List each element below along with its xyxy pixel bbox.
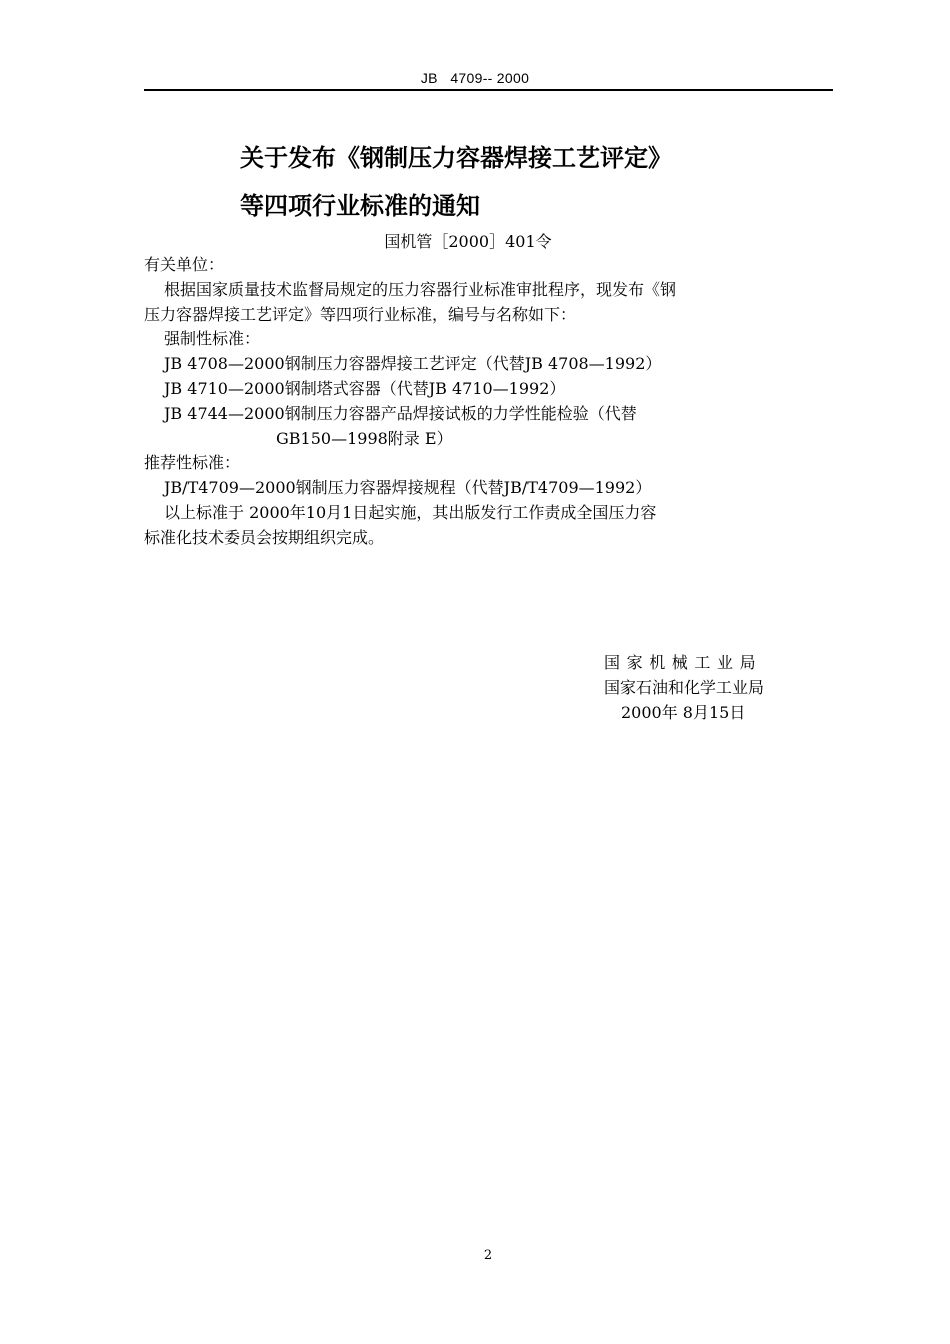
signature-date: 2000年 8月15日 — [621, 703, 746, 722]
mandatory-standard-item: JB 4710—2000钢制塔式容器（代替JB 4710—1992） — [164, 378, 566, 398]
intro-paragraph-line1: 根据国家质量技术监督局规定的压力容器行业标准审批程序，现发布《钢 — [164, 279, 677, 299]
notice-body — [144, 253, 794, 551]
mandatory-standards-heading: 强制性标准： — [164, 329, 261, 349]
notice-title-line2: 等四项行业标准的通知 — [240, 192, 480, 220]
intro-paragraph-line2: 压力容器焊接工艺评定》等四项行业标准，编号与名称如下： — [144, 304, 577, 324]
salutation: 有关单位： — [144, 255, 225, 274]
notice-title-line1: 关于发布《钢制压力容器焊接工艺评定》 — [240, 144, 672, 172]
signatory-machinery-bureau: 国家机械工业局 — [604, 653, 763, 672]
document-number: 国机管［2000］401令 — [384, 232, 552, 251]
recommended-standards-heading: 推荐性标准： — [144, 453, 241, 473]
page-header-standard-code: JB 4709-- 2000 — [420, 70, 530, 86]
mandatory-standard-item: JB 4708—2000钢制压力容器焊接工艺评定（代替JB 4708—1992） — [164, 354, 662, 374]
header-divider — [144, 89, 833, 91]
closing-paragraph-line2: 标准化技术委员会按期组织完成。 — [144, 527, 385, 547]
page-number: 2 — [483, 1248, 493, 1263]
recommended-standard-item: JB/T4709—2000钢制压力容器焊接规程（代替JB/T4709—1992） — [164, 478, 652, 498]
signatory-petroleum-chemical-bureau: 国家石油和化学工业局 — [604, 678, 765, 697]
closing-paragraph-line1: 以上标准于 2000年10月1日起实施，其出版发行工作责成全国压力容 — [164, 502, 657, 522]
mandatory-standard-item-continuation: GB150—1998附录 E） — [276, 428, 453, 448]
signature-block — [604, 650, 764, 725]
mandatory-standard-item: JB 4744—2000钢制压力容器产品焊接试板的力学性能检验（代替 — [164, 403, 637, 423]
